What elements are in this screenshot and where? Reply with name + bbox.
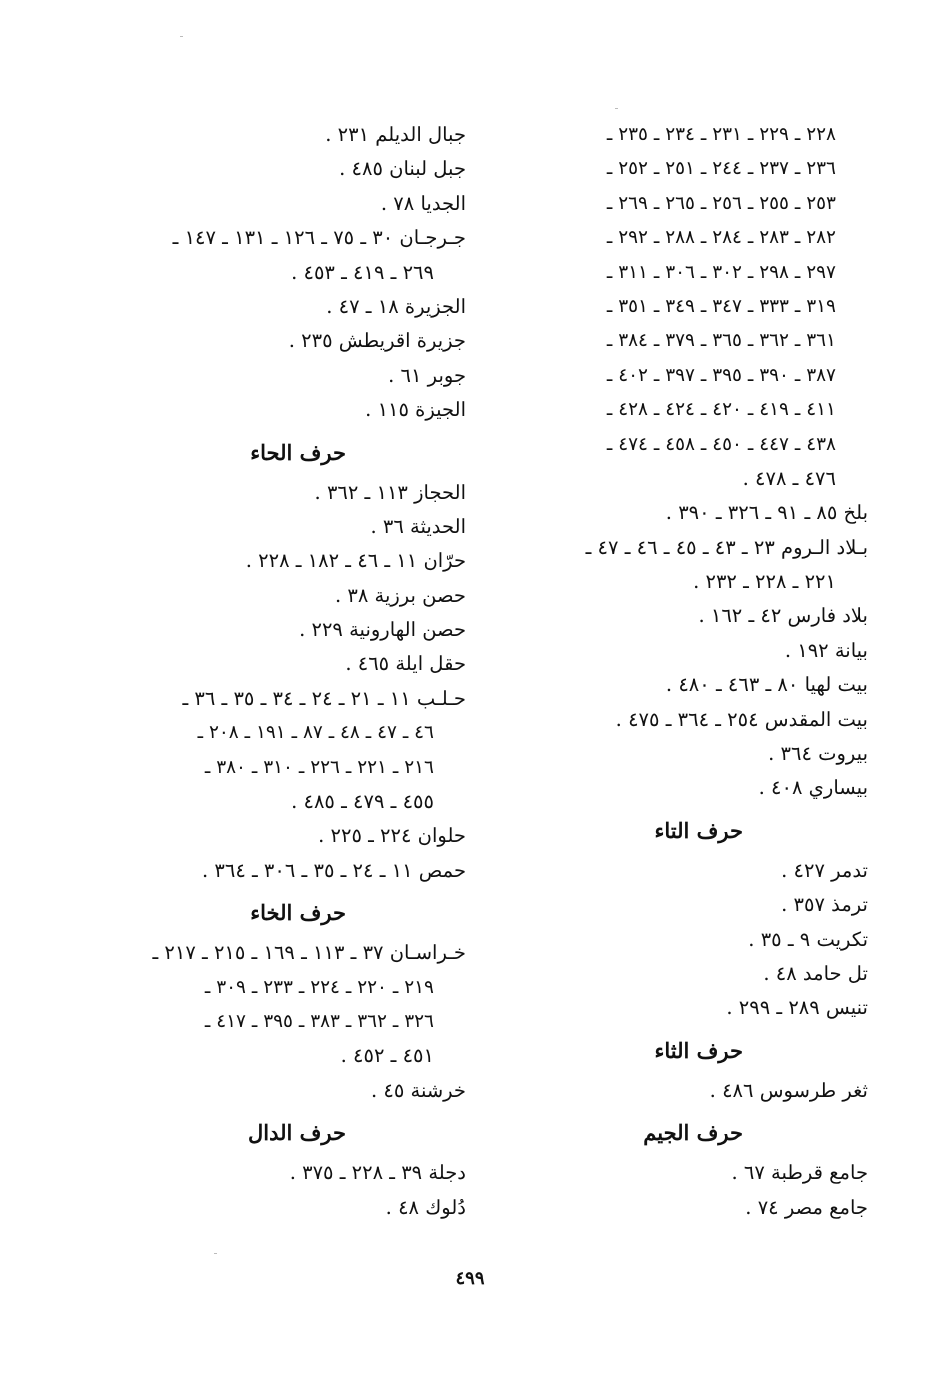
index-entry: بيروت ٣٦٤ . xyxy=(768,742,868,766)
index-entry: حرّان ١١ ـ ٤٦ ـ ١٨٢ ـ ٢٢٨ . xyxy=(245,549,466,573)
index-entry: جبل لبنان ٤٨٥ . xyxy=(339,157,466,181)
index-entry: ثغر طرسوس ٤٨٦ . xyxy=(709,1078,868,1102)
index-entry: حصن برزية ٣٨ . xyxy=(334,583,466,607)
index-entry-continuation: ٢٨٢ ـ ٢٨٣ ـ ٢٨٤ ـ ٢٨٨ ـ ٢٩٢ ـ xyxy=(606,227,836,249)
section-heading: حرف الحاء xyxy=(250,439,346,465)
index-entry: جامع قرطبة ٦٧ . xyxy=(731,1161,868,1185)
index-entry: جوبر ٦١ . xyxy=(388,363,466,387)
index-entry: تدمر ٤٢٧ . xyxy=(781,858,868,882)
index-entry-continuation: ٢١٦ ـ ٢٢١ ـ ٢٢٦ ـ ٣١٠ ـ ٣٨٠ ـ xyxy=(204,756,434,778)
page-number: ٤٩٩ xyxy=(455,1268,485,1289)
index-entry: تكريت ٩ ـ ٣٥ . xyxy=(748,927,868,951)
index-entry: دُلوك ٤٨ . xyxy=(385,1195,466,1219)
index-entry-continuation: ٤٣٨ ـ ٤٤٧ ـ ٤٥٠ ـ ٤٥٨ ـ ٤٧٤ ـ xyxy=(606,433,836,455)
index-entry: جامع مصر ٧٤ . xyxy=(745,1195,868,1219)
index-entry: حصن الهارونية ٢٢٩ . xyxy=(299,618,466,642)
index-entry: الجزيرة ١٨ ـ ٤٧ . xyxy=(326,294,466,318)
index-entry: ترمذ ٣٥٧ . xyxy=(781,893,868,917)
section-heading: حرف الخاء xyxy=(250,900,346,926)
index-entry-continuation: ٣٢٦ ـ ٣٦٢ ـ ٣٨٣ ـ ٣٩٥ ـ ٤١٧ ـ xyxy=(204,1010,434,1032)
index-entry: الحديثة ٣٦ . xyxy=(370,514,466,538)
scan-mark xyxy=(615,108,618,109)
scan-mark xyxy=(180,36,183,37)
index-entry-continuation: ٤٦ ـ ٤٧ ـ ٤٨ ـ ٨٧ ـ ١٩١ ـ ٢٠٨ ـ xyxy=(197,722,434,744)
section-heading: حرف الدال xyxy=(248,1120,346,1146)
section-heading: حرف الجيم xyxy=(643,1120,743,1146)
index-entry: حمص ١١ ـ ٢٤ ـ ٣٥ ـ ٣٠٦ ـ ٣٦٤ . xyxy=(201,858,466,882)
index-entry-continuation: ٤١١ ـ ٤١٩ ـ ٤٢٠ ـ ٤٢٤ ـ ٤٢٨ ـ xyxy=(606,399,836,421)
index-entry-continuation: ٢٢٨ ـ ٢٢٩ ـ ٢٣١ ـ ٢٣٤ ـ ٢٣٥ ـ xyxy=(606,124,836,145)
index-entry: الحجاز ١١٣ ـ ٣٦٢ . xyxy=(314,480,466,504)
index-entry: بيت المقدس ٢٥٤ ـ ٣٦٤ ـ ٤٧٥ . xyxy=(615,707,868,731)
index-entry: بلاد فارس ٤٢ ـ ١٦٢ . xyxy=(698,604,868,628)
left-column xyxy=(86,118,466,1225)
index-entry-continuation: ٤٥٥ ـ ٤٧٩ ـ ٤٨٥ . xyxy=(291,790,434,814)
right-column xyxy=(508,118,868,1225)
index-entry-continuation: ٢٣٦ ـ ٢٣٧ ـ ٢٤٤ ـ ٢٥١ ـ ٢٥٢ ـ xyxy=(606,158,836,180)
index-entry: حـلـب ١١ ـ ٢١ ـ ٢٤ ـ ٣٤ ـ ٣٥ ـ ٣٦ ـ xyxy=(182,686,466,710)
index-entry-continuation: ٣٨٧ ـ ٣٩٠ ـ ٣٩٥ ـ ٣٩٧ ـ ٤٠٢ ـ xyxy=(606,364,836,386)
index-entry-continuation: ٣٦١ ـ ٣٦٢ ـ ٣٦٥ ـ ٣٧٩ ـ ٣٨٤ ـ xyxy=(606,330,836,352)
index-entry: تنيس ٢٨٩ ـ ٢٩٩ . xyxy=(726,996,868,1020)
index-entry-continuation: ٢٩٧ ـ ٢٩٨ ـ ٣٠٢ ـ ٣٠٦ ـ ٣١١ ـ xyxy=(606,261,836,283)
section-heading: حرف التاء xyxy=(654,817,743,843)
index-entry: بـلاد الـروم ٢٣ ـ ٤٣ ـ ٤٥ ـ ٤٦ ـ ٤٧ ـ xyxy=(585,535,868,559)
index-entry: خـراسـان ٣٧ ـ ١١٣ ـ ١٦٩ ـ ٢١٥ ـ ٢١٧ ـ xyxy=(152,941,466,965)
index-entry: تل حامد ٤٨ . xyxy=(763,961,868,985)
index-entry-continuation: ٣١٩ ـ ٣٣٣ ـ ٣٤٧ ـ ٣٤٩ ـ ٣٥١ ـ xyxy=(606,295,836,317)
index-entry: خرشنة ٤٥ . xyxy=(370,1078,466,1102)
index-entry-continuation: ٢٦٩ ـ ٤١٩ ـ ٤٥٣ . xyxy=(291,260,434,284)
index-entry: حقل ايلة ٤٦٥ . xyxy=(345,652,466,676)
index-entry: بيانة ١٩٢ . xyxy=(784,638,868,662)
index-entry: الجديا ٧٨ . xyxy=(380,191,466,215)
section-heading: حرف الثاء xyxy=(654,1037,743,1063)
index-entry-continuation: ٢٥٣ ـ ٢٥٥ ـ ٢٥٦ ـ ٢٦٥ ـ ٢٦٩ ـ xyxy=(606,192,836,214)
index-entry-continuation: ٤٧٦ ـ ٤٧٨ . xyxy=(742,466,836,490)
index-entry: حلوان ٢٢٤ ـ ٢٢٥ . xyxy=(318,824,466,848)
index-entry: دجلة ٣٩ ـ ٢٢٨ ـ ٣٧٥ . xyxy=(289,1161,466,1185)
index-entry: بيساري ٤٠٨ . xyxy=(758,776,868,800)
index-entry: جبال الديلم ٢٣١ . xyxy=(325,123,466,146)
index-entry: الجيزة ١١٥ . xyxy=(365,398,466,422)
index-entry: بلخ ٨٥ ـ ٩١ ـ ٣٢٦ ـ ٣٩٠ . xyxy=(665,501,868,525)
index-entry-continuation: ٤٥١ ـ ٤٥٢ . xyxy=(340,1044,434,1068)
index-entry-continuation: ٢١٩ ـ ٢٢٠ ـ ٢٢٤ ـ ٢٣٣ ـ ٣٠٩ ـ xyxy=(204,976,434,998)
index-entry: جـرجـان ٣٠ ـ ٧٥ ـ ١٢٦ ـ ١٣١ ـ ١٤٧ ـ xyxy=(172,226,466,250)
index-entry-continuation: ٢٢١ ـ ٢٢٨ ـ ٢٣٢ . xyxy=(693,570,836,594)
index-entry: بيت لهيا ٨٠ ـ ٤٦٣ ـ ٤٨٠ . xyxy=(665,673,868,697)
index-entry: جزيرة اقريطش ٢٣٥ . xyxy=(288,329,466,353)
scan-mark xyxy=(214,1253,217,1254)
